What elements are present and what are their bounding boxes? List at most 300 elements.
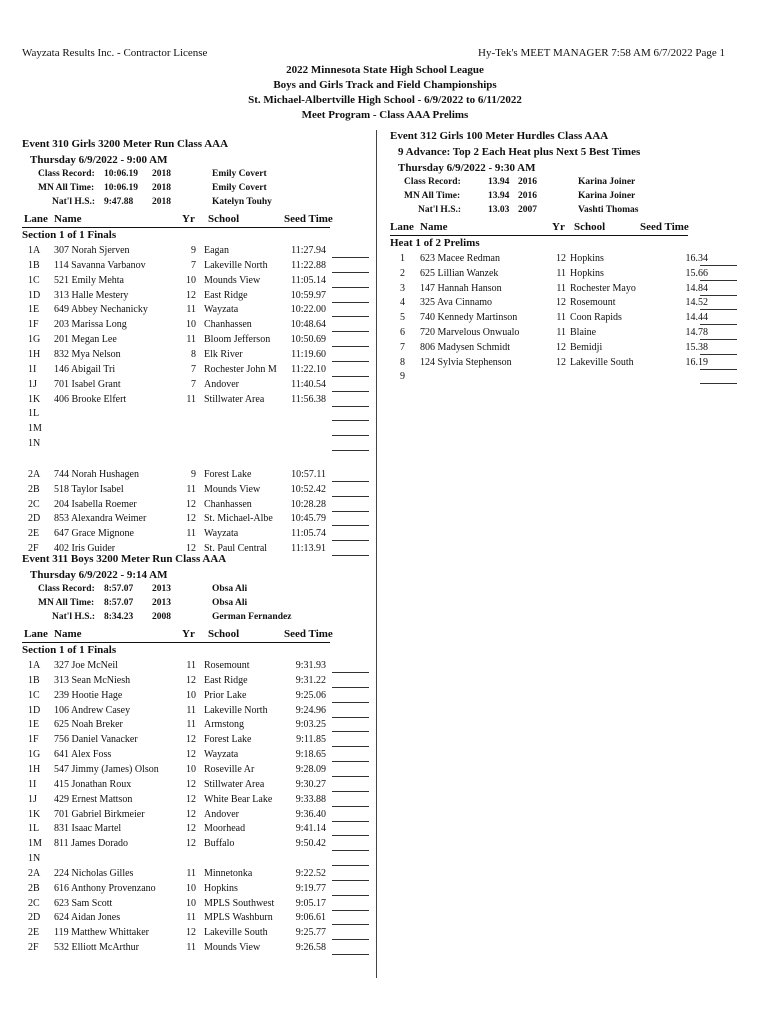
seed-time: 11:13.91 bbox=[291, 543, 326, 555]
result-blank bbox=[332, 825, 369, 836]
seed-time: 10:45.79 bbox=[290, 513, 326, 525]
result-blank bbox=[332, 870, 369, 881]
result-blank bbox=[332, 486, 369, 497]
school-name: Lakeville South bbox=[204, 927, 268, 939]
record-label: Nat'l H.S.: bbox=[52, 197, 96, 207]
result-blank bbox=[332, 662, 369, 673]
athlete-year: 8 bbox=[191, 348, 196, 360]
meet-title-line-4: Meet Program - Class AAA Prelims bbox=[301, 109, 469, 121]
lane-number: 2B bbox=[28, 882, 40, 894]
school-name: Lakeville North bbox=[204, 259, 268, 271]
athlete-name: 701 Isabel Grant bbox=[54, 378, 121, 390]
column-header bbox=[22, 213, 370, 227]
entry-row bbox=[22, 260, 370, 274]
school-name: Wayzata bbox=[204, 749, 239, 761]
entry-row bbox=[22, 898, 370, 912]
school-name: Chanhassen bbox=[204, 319, 252, 331]
entry-row bbox=[22, 809, 370, 823]
record-year: 2018 bbox=[152, 197, 171, 207]
athlete-year: 11 bbox=[186, 719, 196, 731]
entry-row bbox=[390, 371, 738, 385]
lane-number: 1N bbox=[28, 438, 41, 450]
athlete-name: 625 Lillian Wanzek bbox=[420, 267, 499, 279]
seed-time: 11:40.54 bbox=[291, 378, 326, 390]
athlete-name: 239 Hootie Hage bbox=[54, 689, 123, 701]
athlete-name: 744 Norah Hushagen bbox=[54, 468, 139, 480]
record-year: 2013 bbox=[152, 598, 171, 608]
athlete-year: 12 bbox=[186, 838, 196, 850]
athlete-year: 11 bbox=[186, 483, 196, 495]
record-holder: German Fernandez bbox=[212, 612, 292, 622]
athlete-name: 307 Norah Sjerven bbox=[54, 245, 130, 256]
result-blank bbox=[332, 545, 369, 556]
result-blank bbox=[700, 255, 737, 266]
result-blank bbox=[332, 811, 369, 822]
school-name: Bloom Jefferson bbox=[204, 334, 271, 346]
school-name: Forest Lake bbox=[204, 468, 252, 480]
entry-row bbox=[390, 253, 738, 267]
result-blank bbox=[332, 530, 369, 541]
athlete-year: 12 bbox=[186, 513, 196, 525]
seed-time: 9:30.27 bbox=[295, 778, 326, 790]
athlete-name: 521 Emily Mehta bbox=[54, 274, 124, 286]
record-holder: Vashti Thomas bbox=[578, 205, 639, 215]
athlete-year: 11 bbox=[186, 704, 196, 716]
column-header bbox=[22, 628, 370, 642]
record-label: Class Record: bbox=[38, 169, 95, 179]
entry-row bbox=[22, 290, 370, 304]
record-year: 2008 bbox=[152, 612, 171, 622]
seed-time: 9:31.93 bbox=[295, 660, 326, 671]
seed-time: 11:05.74 bbox=[291, 528, 326, 540]
athlete-name: 124 Sylvia Stephenson bbox=[420, 356, 512, 368]
school-name: Andover bbox=[204, 808, 239, 820]
athlete-year: 11 bbox=[186, 660, 196, 671]
lane-header: Lane bbox=[24, 628, 48, 640]
seed-header: Seed Time bbox=[284, 213, 333, 225]
school-name: Forest Lake bbox=[204, 734, 252, 746]
license-text: Wayzata Results Inc. - Contractor License bbox=[22, 47, 208, 59]
athlete-year: 12 bbox=[186, 927, 196, 939]
athlete-year: 7 bbox=[191, 259, 196, 271]
record-row bbox=[390, 205, 738, 219]
record-label: MN All Time: bbox=[38, 183, 95, 193]
seed-time: 10:52.42 bbox=[290, 483, 326, 495]
section-label: Heat 1 of 2 Prelims bbox=[390, 237, 480, 249]
lane-number: 1 bbox=[400, 253, 405, 264]
entry-row bbox=[22, 868, 370, 882]
entry-row bbox=[22, 749, 370, 763]
record-time: 13.94 bbox=[488, 177, 510, 187]
result-blank bbox=[332, 351, 369, 362]
entry-row bbox=[22, 408, 370, 422]
lane-number: 9 bbox=[400, 371, 405, 383]
entry-row bbox=[22, 838, 370, 852]
school-name: East Ridge bbox=[204, 289, 248, 301]
header-rule bbox=[22, 642, 330, 643]
record-year: 2007 bbox=[518, 205, 537, 215]
entry-row bbox=[22, 245, 370, 259]
record-time: 10:06.19 bbox=[104, 169, 139, 179]
lane-number: 7 bbox=[400, 341, 405, 353]
lane-number: 3 bbox=[400, 282, 405, 294]
athlete-year: 11 bbox=[556, 267, 566, 279]
seed-time: 15.66 bbox=[685, 267, 708, 279]
seed-time: 9:26.58 bbox=[295, 942, 326, 954]
athlete-year: 11 bbox=[186, 304, 196, 316]
seed-time: 9:06.61 bbox=[295, 912, 326, 924]
athlete-name: 647 Grace Mignone bbox=[54, 528, 134, 540]
lane-number: 1F bbox=[28, 734, 39, 746]
record-holder: Karina Joiner bbox=[578, 177, 636, 187]
lane-number: 2A bbox=[28, 867, 41, 879]
lane-header: Lane bbox=[24, 213, 48, 225]
athlete-name: 201 Megan Lee bbox=[54, 334, 117, 346]
entry-row bbox=[22, 364, 370, 378]
header-rule bbox=[22, 227, 330, 228]
record-row bbox=[22, 612, 370, 626]
athlete-name: 532 Elliott McArthur bbox=[54, 942, 139, 954]
record-row bbox=[22, 183, 370, 197]
athlete-name: 720 Marvelous Onwualo bbox=[420, 327, 520, 338]
lane-number: 1M bbox=[28, 838, 42, 850]
seed-time: 9:28.09 bbox=[295, 763, 326, 775]
record-time: 8:57.07 bbox=[104, 598, 134, 608]
athlete-name: 740 Kennedy Martinson bbox=[420, 312, 518, 324]
seed-time: 9:22.52 bbox=[295, 867, 326, 879]
result-blank bbox=[332, 440, 369, 451]
entry-row bbox=[22, 675, 370, 689]
entry-row bbox=[22, 764, 370, 778]
athlete-name: 146 Abigail Tri bbox=[54, 363, 116, 375]
record-row bbox=[390, 191, 738, 205]
lane-number: 1F bbox=[28, 319, 39, 331]
result-blank bbox=[332, 277, 369, 288]
seed-time: 11:05.14 bbox=[291, 274, 326, 286]
seed-header: Seed Time bbox=[284, 628, 333, 640]
seed-time: 9:36.40 bbox=[295, 808, 326, 820]
lane-number: 1C bbox=[28, 689, 40, 701]
name-header: Name bbox=[54, 628, 82, 640]
result-blank bbox=[332, 751, 369, 762]
result-blank bbox=[332, 515, 369, 526]
entry-row bbox=[22, 719, 370, 733]
athlete-name: 114 Savanna Varbanov bbox=[54, 259, 146, 271]
lane-number: 2C bbox=[28, 897, 40, 909]
result-blank bbox=[332, 736, 369, 747]
result-blank bbox=[700, 359, 737, 370]
result-blank bbox=[332, 336, 369, 347]
column-divider bbox=[376, 130, 377, 978]
athlete-name: 415 Jonathan Roux bbox=[54, 778, 132, 790]
athlete-year: 12 bbox=[556, 253, 566, 264]
result-blank bbox=[332, 471, 369, 482]
result-blank bbox=[332, 707, 369, 718]
athlete-name: 147 Hannah Hanson bbox=[420, 282, 502, 294]
result-blank bbox=[332, 944, 369, 955]
seed-time: 9:11.85 bbox=[296, 734, 326, 746]
entry-row bbox=[22, 690, 370, 704]
athlete-year: 12 bbox=[556, 297, 566, 309]
lane-number: 2B bbox=[28, 483, 40, 495]
athlete-name: 616 Anthony Provenzano bbox=[54, 882, 156, 894]
lane-number: 1B bbox=[28, 674, 40, 686]
lane-number: 1H bbox=[28, 763, 41, 775]
result-blank bbox=[332, 501, 369, 512]
school-name: East Ridge bbox=[204, 674, 248, 686]
school-name: Lakeville South bbox=[570, 356, 634, 368]
result-blank bbox=[332, 410, 369, 421]
entry-row bbox=[22, 469, 370, 483]
lane-number: 1J bbox=[28, 793, 37, 805]
athlete-year: 12 bbox=[186, 734, 196, 746]
result-blank bbox=[332, 306, 369, 317]
event-datetime: Thursday 6/9/2022 - 9:14 AM bbox=[30, 569, 168, 581]
seed-time: 11:19.60 bbox=[291, 348, 326, 360]
meet-title-line-3: St. Michael-Albertville High School - 6/9/2022 to 6/11/2022 bbox=[248, 94, 522, 106]
lane-number: 1E bbox=[28, 719, 40, 731]
lane-number: 1J bbox=[28, 378, 37, 390]
entry-row bbox=[22, 499, 370, 513]
seed-time: 9:31.22 bbox=[295, 674, 326, 686]
seed-time: 11:27.94 bbox=[291, 245, 326, 256]
athlete-year: 12 bbox=[556, 356, 566, 368]
lane-number: 1L bbox=[28, 408, 40, 420]
entry-row bbox=[390, 357, 738, 371]
seed-time: 9:41.14 bbox=[295, 823, 326, 835]
record-time: 8:34.23 bbox=[104, 612, 134, 622]
athlete-name: 402 Iris Guider bbox=[54, 543, 116, 555]
school-name: Roseville Ar bbox=[204, 763, 255, 775]
athlete-name: 831 Isaac Martel bbox=[54, 823, 122, 835]
entry-row bbox=[22, 484, 370, 498]
school-name: Rochester John M bbox=[204, 363, 277, 375]
result-blank bbox=[332, 247, 369, 258]
school-header: School bbox=[574, 221, 606, 233]
lane-number: 1G bbox=[28, 749, 41, 761]
event-title: Event 310 Girls 3200 Meter Run Class AAA bbox=[22, 138, 229, 150]
athlete-year: 7 bbox=[191, 363, 196, 375]
seed-time: 15.38 bbox=[685, 341, 708, 353]
lane-number: 1I bbox=[28, 778, 37, 790]
seed-time: 9:25.06 bbox=[295, 689, 326, 701]
record-year: 2018 bbox=[152, 183, 171, 193]
athlete-year: 12 bbox=[186, 674, 196, 686]
school-name: Bemidji bbox=[570, 341, 603, 353]
school-name: Blaine bbox=[570, 327, 597, 338]
meet-manager-stamp: Hy-Tek's MEET MANAGER 7:58 AM 6/7/2022 Page 1 bbox=[478, 47, 725, 59]
entry-row bbox=[390, 327, 738, 341]
athlete-name: 853 Alexandra Weimer bbox=[54, 513, 147, 525]
record-holder: Katelyn Touhy bbox=[212, 197, 272, 207]
athlete-year: 12 bbox=[556, 341, 566, 353]
lane-number: 1K bbox=[28, 393, 41, 405]
event-datetime: Thursday 6/9/2022 - 9:00 AM bbox=[30, 154, 168, 166]
school-header: School bbox=[208, 213, 240, 225]
athlete-year: 12 bbox=[186, 543, 196, 555]
seed-time: 14.78 bbox=[685, 327, 708, 338]
entry-row bbox=[22, 927, 370, 941]
record-time: 13.94 bbox=[488, 191, 510, 201]
athlete-name: 119 Matthew Whittaker bbox=[54, 927, 149, 939]
athlete-year: 12 bbox=[186, 749, 196, 761]
seed-time: 10:59.97 bbox=[290, 289, 326, 301]
school-name: Rosemount bbox=[570, 297, 616, 309]
athlete-name: 327 Joe McNeil bbox=[54, 660, 118, 671]
result-blank bbox=[332, 766, 369, 777]
seed-time: 9:50.42 bbox=[295, 838, 326, 850]
result-blank bbox=[332, 855, 369, 866]
athlete-year: 11 bbox=[556, 282, 566, 294]
result-blank bbox=[332, 914, 369, 925]
school-name: Buffalo bbox=[204, 838, 235, 850]
entry-row bbox=[390, 297, 738, 311]
name-header: Name bbox=[420, 221, 448, 233]
athlete-name: 756 Daniel Vanacker bbox=[54, 734, 138, 746]
athlete-year: 10 bbox=[186, 689, 196, 701]
result-blank bbox=[332, 781, 369, 792]
lane-number: 2E bbox=[28, 927, 40, 939]
athlete-year: 11 bbox=[186, 393, 196, 405]
school-name: MPLS Washburn bbox=[204, 912, 273, 924]
record-time: 13.03 bbox=[488, 205, 510, 215]
section-label: Section 1 of 1 Finals bbox=[22, 644, 117, 656]
record-label: Nat'l H.S.: bbox=[52, 612, 96, 622]
lane-number: 2C bbox=[28, 498, 40, 510]
seed-time: 9:03.25 bbox=[295, 719, 326, 731]
seed-time: 11:22.10 bbox=[291, 363, 326, 375]
entry-row bbox=[22, 660, 370, 674]
entry-row bbox=[22, 334, 370, 348]
result-blank bbox=[332, 321, 369, 332]
seed-time: 14.44 bbox=[685, 312, 708, 324]
seed-time: 16.19 bbox=[685, 356, 708, 368]
athlete-name: 106 Andrew Casey bbox=[54, 704, 131, 716]
result-blank bbox=[332, 885, 369, 896]
athlete-name: 204 Isabella Roemer bbox=[54, 498, 137, 510]
lane-number: 1H bbox=[28, 348, 41, 360]
record-holder: Emily Covert bbox=[212, 183, 267, 193]
athlete-year: 11 bbox=[186, 942, 196, 954]
lane-number: 1B bbox=[28, 259, 40, 271]
athlete-year: 11 bbox=[186, 867, 196, 879]
school-name: Mounds View bbox=[204, 942, 261, 954]
entry-row bbox=[22, 823, 370, 837]
result-blank bbox=[700, 373, 737, 384]
result-blank bbox=[700, 270, 737, 281]
result-blank bbox=[332, 900, 369, 911]
result-blank bbox=[700, 285, 737, 296]
athlete-year: 12 bbox=[186, 808, 196, 820]
record-time: 8:57.07 bbox=[104, 584, 134, 594]
seed-time: 9:33.88 bbox=[295, 793, 326, 805]
result-blank bbox=[332, 396, 369, 407]
entry-row bbox=[22, 734, 370, 748]
column-header bbox=[390, 221, 738, 235]
record-label: Class Record: bbox=[404, 177, 461, 187]
lane-number: 2 bbox=[400, 267, 405, 279]
entry-row bbox=[22, 513, 370, 527]
entry-row bbox=[22, 705, 370, 719]
lane-number: 8 bbox=[400, 356, 405, 368]
athlete-year: 11 bbox=[186, 912, 196, 924]
result-blank bbox=[700, 314, 737, 325]
entry-row bbox=[22, 438, 370, 452]
lane-number: 1D bbox=[28, 704, 41, 716]
entry-row bbox=[22, 779, 370, 793]
lane-number: 6 bbox=[400, 327, 405, 338]
record-holder: Emily Covert bbox=[212, 169, 267, 179]
athlete-name: 649 Abbey Nechanicky bbox=[54, 304, 148, 316]
athlete-year: 11 bbox=[556, 312, 566, 324]
entry-row bbox=[22, 319, 370, 333]
seed-time: 9:19.77 bbox=[295, 882, 326, 894]
school-header: School bbox=[208, 628, 240, 640]
school-name: Mounds View bbox=[204, 483, 261, 495]
lane-number: 2D bbox=[28, 912, 41, 924]
seed-time: 9:24.96 bbox=[295, 704, 326, 716]
result-blank bbox=[332, 840, 369, 851]
school-name: St. Michael-Albe bbox=[204, 513, 273, 525]
athlete-year: 10 bbox=[186, 897, 196, 909]
athlete-name: 625 Noah Breker bbox=[54, 719, 123, 731]
seed-time: 10:48.64 bbox=[290, 319, 326, 331]
school-name: Wayzata bbox=[204, 528, 239, 540]
seed-time: 11:56.38 bbox=[291, 393, 326, 405]
seed-time: 9:25.77 bbox=[295, 927, 326, 939]
seed-time: 10:57.11 bbox=[291, 468, 326, 480]
record-holder: Karina Joiner bbox=[578, 191, 636, 201]
event-title: Event 312 Girls 100 Meter Hurdles Class AAA bbox=[390, 130, 609, 142]
yr-header: Yr bbox=[182, 628, 195, 640]
school-name: St. Paul Central bbox=[204, 543, 268, 555]
record-label: MN All Time: bbox=[38, 598, 95, 608]
athlete-name: 811 James Dorado bbox=[54, 838, 129, 850]
result-blank bbox=[332, 692, 369, 703]
record-year: 2016 bbox=[518, 177, 537, 187]
entry-row bbox=[22, 912, 370, 926]
school-name: Stillwater Area bbox=[204, 393, 265, 405]
school-name: Mounds View bbox=[204, 274, 261, 286]
record-label: Nat'l H.S.: bbox=[418, 205, 462, 215]
school-name: Elk River bbox=[204, 348, 243, 360]
seed-header: Seed Time bbox=[640, 221, 689, 233]
athlete-year: 10 bbox=[186, 319, 196, 331]
athlete-year: 12 bbox=[186, 778, 196, 790]
entry-row bbox=[22, 423, 370, 437]
lane-number: 2E bbox=[28, 528, 40, 540]
result-blank bbox=[332, 796, 369, 807]
lane-number: 1N bbox=[28, 853, 41, 865]
lane-number: 1L bbox=[28, 823, 40, 835]
result-blank bbox=[700, 329, 737, 340]
meet-title-line-1: 2022 Minnesota State High School League bbox=[286, 64, 484, 76]
record-year: 2016 bbox=[518, 191, 537, 201]
seed-time: 16.34 bbox=[685, 253, 708, 264]
school-name: Rochester Mayo bbox=[570, 282, 636, 294]
result-blank bbox=[700, 299, 737, 310]
record-label: MN All Time: bbox=[404, 191, 461, 201]
entry-row bbox=[22, 394, 370, 408]
result-blank bbox=[332, 292, 369, 303]
entry-row bbox=[22, 349, 370, 363]
school-name: Chanhassen bbox=[204, 498, 252, 510]
school-name: Prior Lake bbox=[204, 689, 247, 701]
lane-number: 1C bbox=[28, 274, 40, 286]
seed-time: 11:22.88 bbox=[291, 259, 326, 271]
record-row bbox=[22, 197, 370, 211]
yr-header: Yr bbox=[182, 213, 195, 225]
